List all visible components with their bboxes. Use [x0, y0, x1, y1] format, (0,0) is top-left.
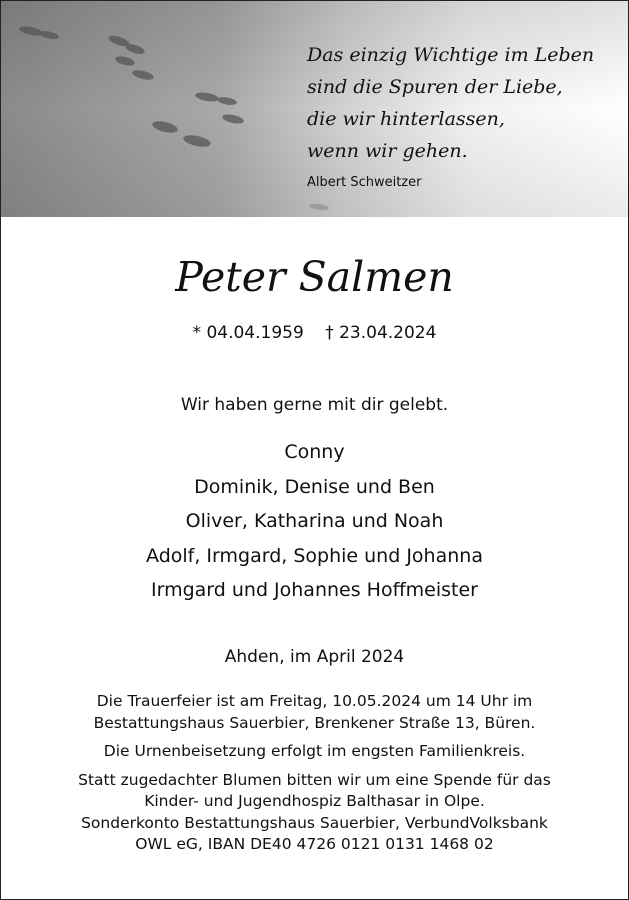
- family-line: Conny: [284, 441, 345, 463]
- donation-line: Statt zugedachter Blumen bitten wir um eine Spende für das: [78, 770, 551, 789]
- quote-line: wenn wir gehen.: [307, 140, 468, 162]
- funeral-info: [1, 691, 628, 856]
- quote-line: sind die Spuren der Liebe,: [307, 76, 563, 98]
- motto: Wir haben gerne mit dir gelebt.: [180, 395, 449, 415]
- family-list: [1, 435, 628, 608]
- birth-date: * 04.04.1959: [192, 323, 304, 343]
- family-line: Dominik, Denise und Ben: [194, 475, 435, 498]
- family-line: Irmgard und Johannes Hoffmeister: [150, 579, 478, 601]
- quote: [307, 39, 594, 167]
- family-line: Oliver, Katharina und Noah: [185, 510, 444, 532]
- quote-line: Das einzig Wichtige im Leben: [307, 44, 595, 66]
- funeral-line: Die Trauerfeier ist am Freitag, 10.05.2024 um 14 Uhr im: [96, 692, 533, 710]
- quote-author: Albert Schweitzer: [307, 175, 422, 190]
- death-date: † 23.04.2024: [325, 323, 437, 343]
- quote-line: die wir hinterlassen,: [307, 108, 505, 130]
- donation-line: OWL eG, IBAN DE40 4726 0121 0131 1468 02: [135, 835, 494, 853]
- life-dates: [1, 323, 628, 343]
- place-date: Ahden, im April 2024: [224, 647, 405, 667]
- header-image: [1, 1, 628, 217]
- donation-line: Kinder- und Jugendhospiz Balthasar in Olpe.: [144, 792, 485, 810]
- urn-line: Die Urnenbeisetzung erfolgt im engsten Familienkreis.: [103, 742, 526, 760]
- deceased-name: Peter Salmen: [175, 253, 454, 301]
- donation-line: Sonderkonto Bestattungshaus Sauerbier, VerbundVolksbank: [81, 813, 548, 832]
- funeral-line: Bestattungshaus Sauerbier, Brenkener Straße 13, Büren.: [93, 713, 536, 732]
- family-line: Adolf, Irmgard, Sophie und Johanna: [146, 544, 483, 567]
